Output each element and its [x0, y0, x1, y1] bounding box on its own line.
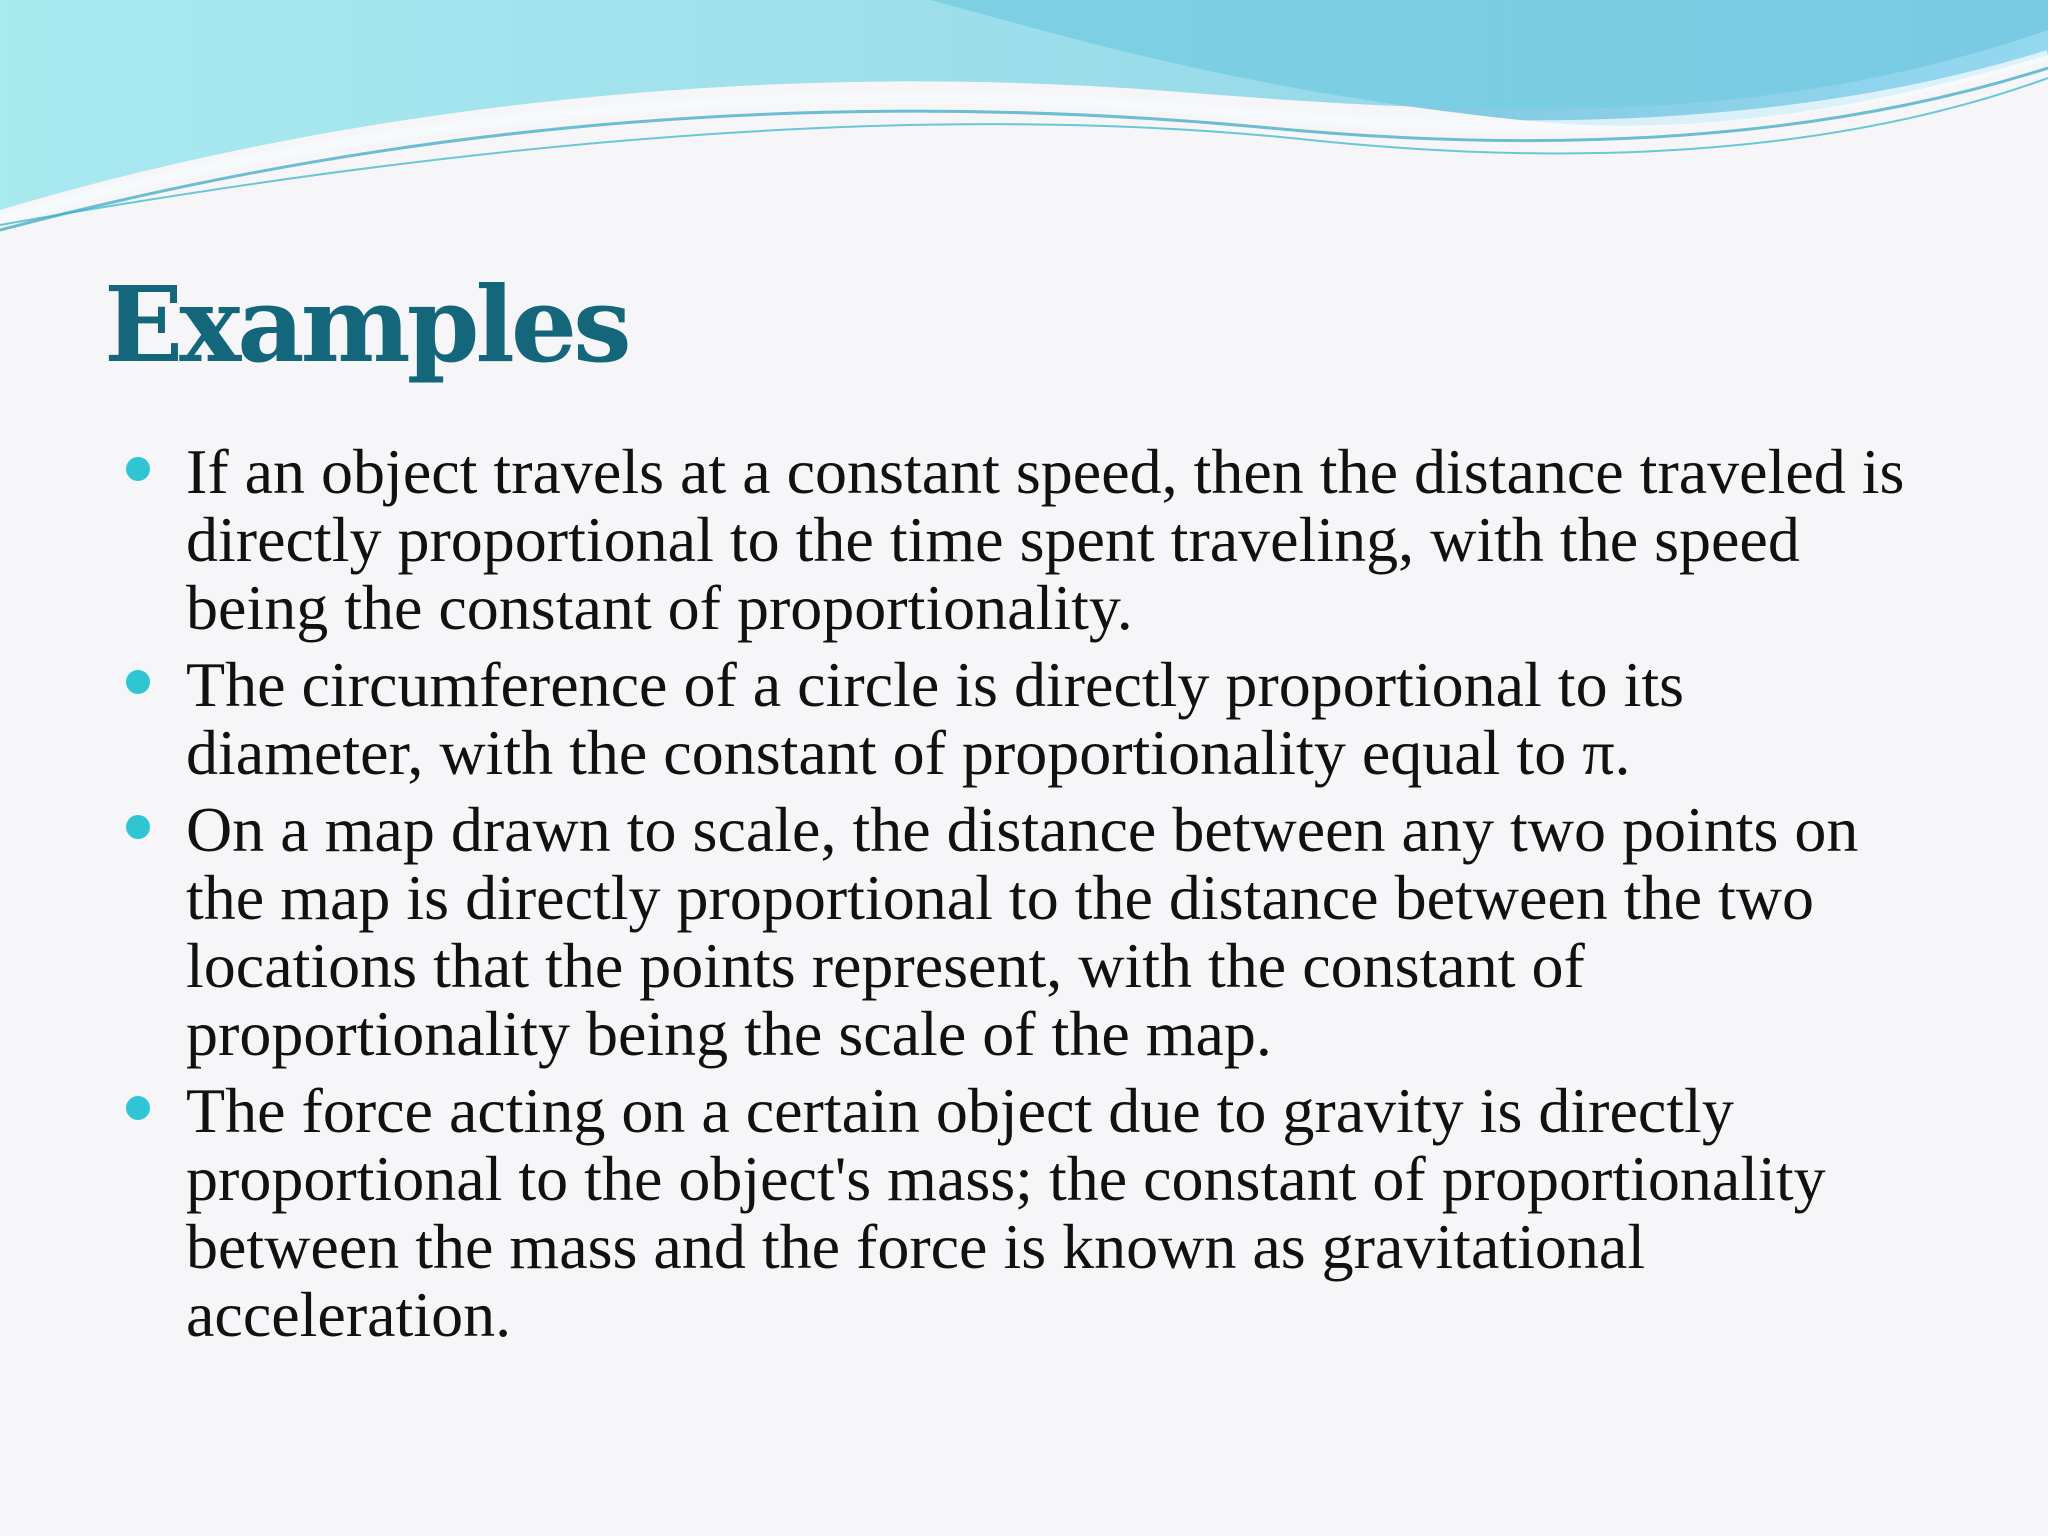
bullet-text: The circumference of a circle is directly proportional to its diameter, with the constant of proportionality equal to π. [186, 649, 1685, 788]
bullet-item-circle-circumference [126, 651, 1926, 787]
bullet-item-constant-speed [126, 438, 1926, 642]
bullet-dot-icon [126, 457, 150, 481]
examples-bullet-list [126, 438, 1926, 1358]
bullet-dot-icon [126, 815, 150, 839]
bullet-text: If an object travels at a constant speed, then the distance traveled is directly proportional to the time spent traveling, with the speed being the constant of proportionality. [186, 436, 1905, 643]
header-wave-decoration [0, 0, 2048, 240]
bullet-text: The force acting on a certain object due to gravity is directly proportional to the object's mass; the constant of proportionality between the mass and the force is known as gravitational acceleration. [186, 1075, 1826, 1350]
bullet-item-gravity-force [126, 1077, 1926, 1349]
bullet-dot-icon [126, 670, 150, 694]
bullet-text: On a map drawn to scale, the distance between any two points on the map is directly proportional to the distance between the two locations that the points represent, with the constant of proportionality being the scale of the map. [186, 794, 1859, 1069]
slide-title: Examples [104, 263, 628, 386]
bullet-item-map-scale [126, 796, 1926, 1068]
bullet-dot-icon [126, 1096, 150, 1120]
